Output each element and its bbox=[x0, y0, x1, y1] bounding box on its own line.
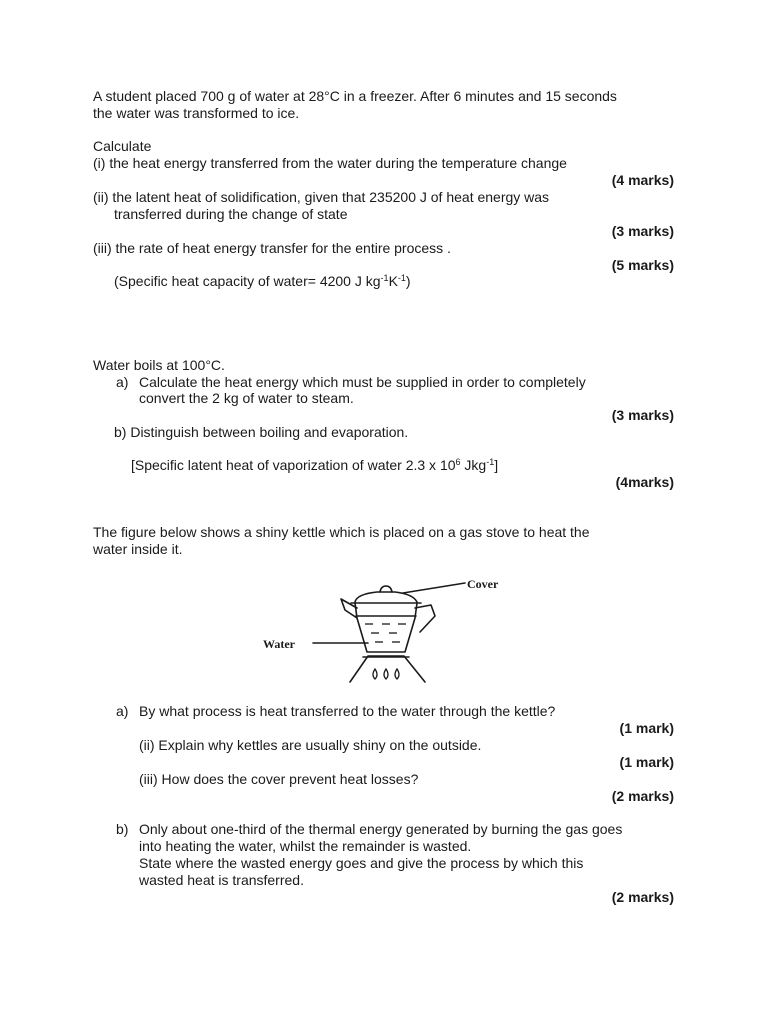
water-label: Water bbox=[263, 637, 295, 651]
q1-marks-ii: (3 marks) bbox=[611, 223, 674, 239]
q2-data-suffix: ] bbox=[494, 457, 499, 473]
q1-data-exponent-1: -1 bbox=[380, 273, 389, 283]
q2-marks-b: (4marks) bbox=[615, 474, 674, 490]
q1-part-ii-line-1: (ii) the latent heat of solidification, given that 235200 J of heat energy was bbox=[93, 189, 550, 205]
cover-leader-line bbox=[403, 583, 465, 593]
gas-flames bbox=[373, 669, 399, 679]
q2-data-unit: Jkg bbox=[460, 457, 487, 473]
cover-label: Cover bbox=[467, 577, 499, 591]
q1-data-unit: K bbox=[388, 273, 398, 289]
q1-intro-line-1: A student placed 700 g of water at 28°C in a freezer. After 6 minutes and 15 seconds bbox=[93, 88, 617, 104]
q2-a-label: a) bbox=[116, 374, 129, 390]
q2-data-note bbox=[131, 457, 498, 473]
q1-data-note bbox=[114, 273, 411, 289]
q1-part-i: (i) the heat energy transferred from the water during the temperature change bbox=[93, 155, 567, 171]
q3-b-line-3: State where the wasted energy goes and give the process by which this bbox=[139, 855, 584, 871]
water-dashes bbox=[365, 624, 406, 642]
q3-b-line-1: Only about one-third of the thermal energy generated by burning the gas goes bbox=[139, 821, 623, 837]
q1-data-suffix: ) bbox=[405, 273, 411, 289]
q3-a-label: a) bbox=[116, 703, 129, 719]
q3-marks-b: (2 marks) bbox=[611, 889, 674, 905]
q3-intro-line-2: water inside it. bbox=[93, 541, 183, 557]
q3-marks-a: (1 mark) bbox=[619, 720, 674, 736]
q2-a-line-2: convert the 2 kg of water to steam. bbox=[139, 390, 354, 406]
q1-marks-i: (4 marks) bbox=[611, 172, 674, 188]
kettle-handle bbox=[415, 605, 435, 632]
q1-part-ii-line-2: transferred during the change of state bbox=[114, 206, 348, 222]
q3-b-label: b) bbox=[116, 821, 129, 837]
kettle-diagram bbox=[255, 572, 515, 690]
q1-calculate-heading: Calculate bbox=[93, 138, 152, 154]
q3-a-iii: (iii) How does the cover prevent heat losses? bbox=[139, 771, 419, 787]
q1-data-exponent-2: -1 bbox=[397, 273, 406, 283]
q3-a-ii: (ii) Explain why kettles are usually shiny on the outside. bbox=[139, 737, 482, 753]
q3-b-line-2: into heating the water, whilst the remainder is wasted. bbox=[139, 838, 472, 854]
q3-marks-a-iii: (2 marks) bbox=[611, 788, 674, 804]
kettle-body bbox=[355, 603, 417, 652]
q2-data-exponent-2: -1 bbox=[486, 457, 495, 467]
q2-b-text: b) Distinguish between boiling and evaporation. bbox=[114, 424, 409, 440]
kettle-lid-knob bbox=[380, 586, 392, 592]
kettle-lid bbox=[355, 592, 417, 602]
q3-a-text: By what process is heat transferred to the water through the kettle? bbox=[139, 703, 556, 719]
q1-marks-iii: (5 marks) bbox=[611, 257, 674, 273]
q3-marks-a-ii: (1 mark) bbox=[619, 754, 674, 770]
q1-part-iii: (iii) the rate of heat energy transfer for the entire process . bbox=[93, 240, 451, 256]
q3-intro-line-1: The figure below shows a shiny kettle which is placed on a gas stove to heat the bbox=[93, 524, 590, 540]
q1-data-prefix: (Specific heat capacity of water= 4200 J kg bbox=[114, 273, 381, 289]
q2-a-line-1: Calculate the heat energy which must be supplied in order to completely bbox=[139, 374, 586, 390]
q2-data-prefix: [Specific latent heat of vaporization of water 2.3 x 10 bbox=[131, 457, 456, 473]
q3-b-line-4: wasted heat is transferred. bbox=[139, 872, 304, 888]
q2-marks-a: (3 marks) bbox=[611, 407, 674, 423]
q2-intro: Water boils at 100°C. bbox=[93, 357, 225, 373]
q2-data-exponent-1: 6 bbox=[455, 457, 461, 467]
q1-intro-line-2: the water was transformed to ice. bbox=[93, 105, 300, 121]
